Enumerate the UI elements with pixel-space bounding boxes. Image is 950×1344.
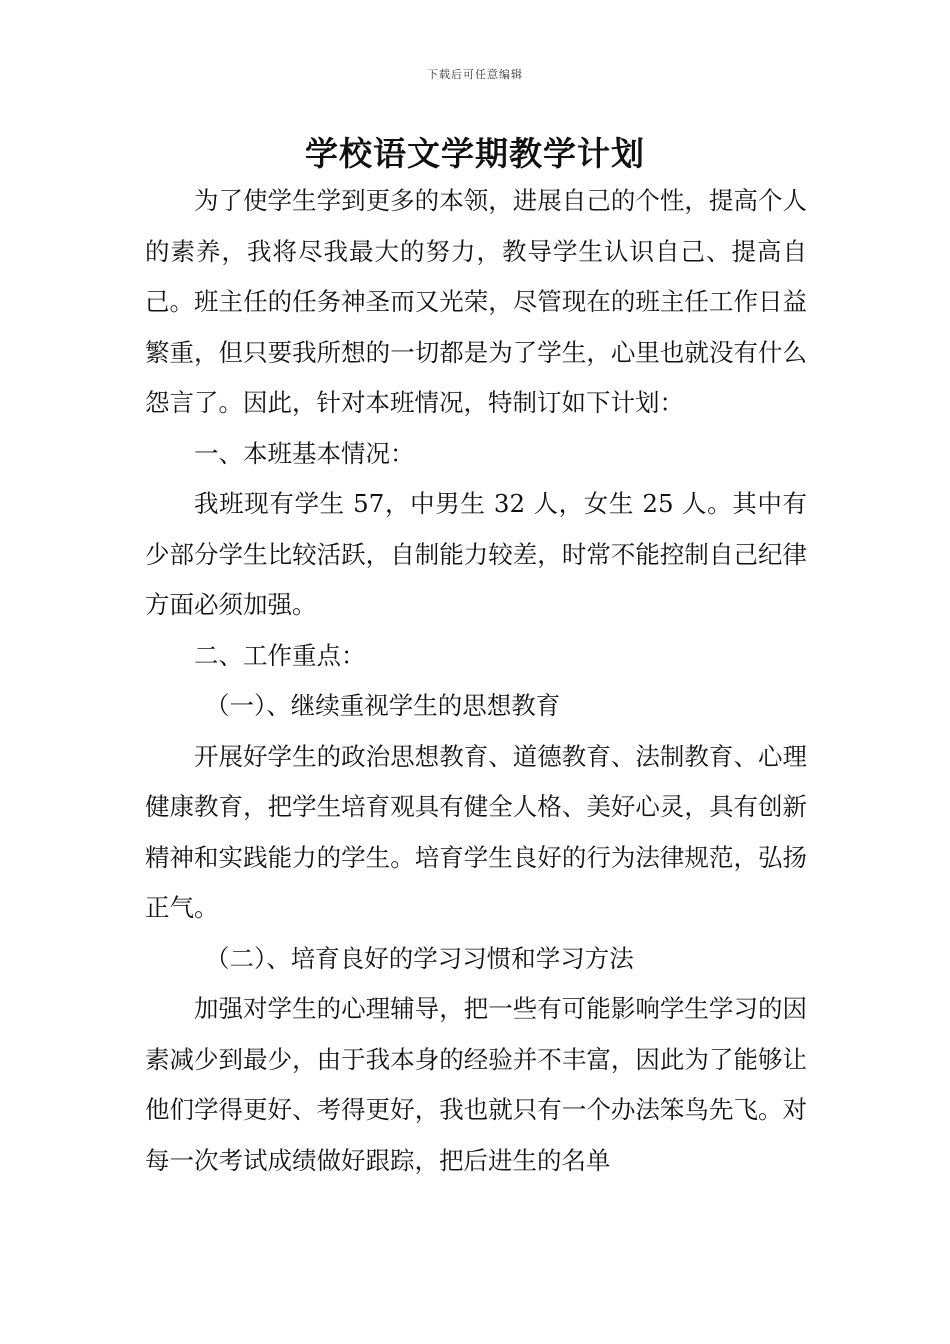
subsection-2-1-heading: （一）、继续重视学生的思想教育 (205, 691, 561, 720)
subsection-2-2-heading: （二）、培育良好的学习习惯和学习方法 (205, 943, 634, 973)
subsection-2-1-paragraph: 开展好学生的政治思想教育、道德教育、法制教育、心理健康教育，把学生培育观具有健全人格、美好心灵，具有创新精神和实践能力的学生。培育学生良好的行为法律规范，弘扬正气。 (145, 741, 807, 922)
section-2-heading: 二、工作重点： (194, 640, 366, 670)
intro-paragraph: 为了使学生学到更多的本领，进展自己的个性，提高个人的素养，我将尽我最大的努力，教导学生认识自己、提高自己。班主任的任务神圣而又光荣，尽管现在的班主任工作日益繁重，但只要我所想的一切都是为了学生，心里也就没有什么怨言了。因此，针对本班情况，特制订如下计划： (145, 186, 807, 417)
subsection-2-2-paragraph: 加强对学生的心理辅导，把一些有可能影响学生学习的因素减少到最少，由于我本身的经验并不丰富，因此为了能够让他们学得更好、考得更好，我也就只有一个办法笨鸟先飞。对每一次考试成绩做好跟踪，把后进生的名单 (145, 994, 807, 1175)
document-title: 学校语文学期教学计划 (305, 134, 645, 173)
document-body (145, 176, 807, 1186)
section-1-heading: 一、本班基本情况： (194, 438, 415, 468)
section-1-paragraph: 我班现有学生 57，中男生 32 人，女生 25 人。其中有少部分学生比较活跃，自制能力较差，时常不能控制自己纪律方面必须加强。 (145, 489, 807, 619)
page-header-note: 下载后可任意编辑 (427, 68, 523, 81)
